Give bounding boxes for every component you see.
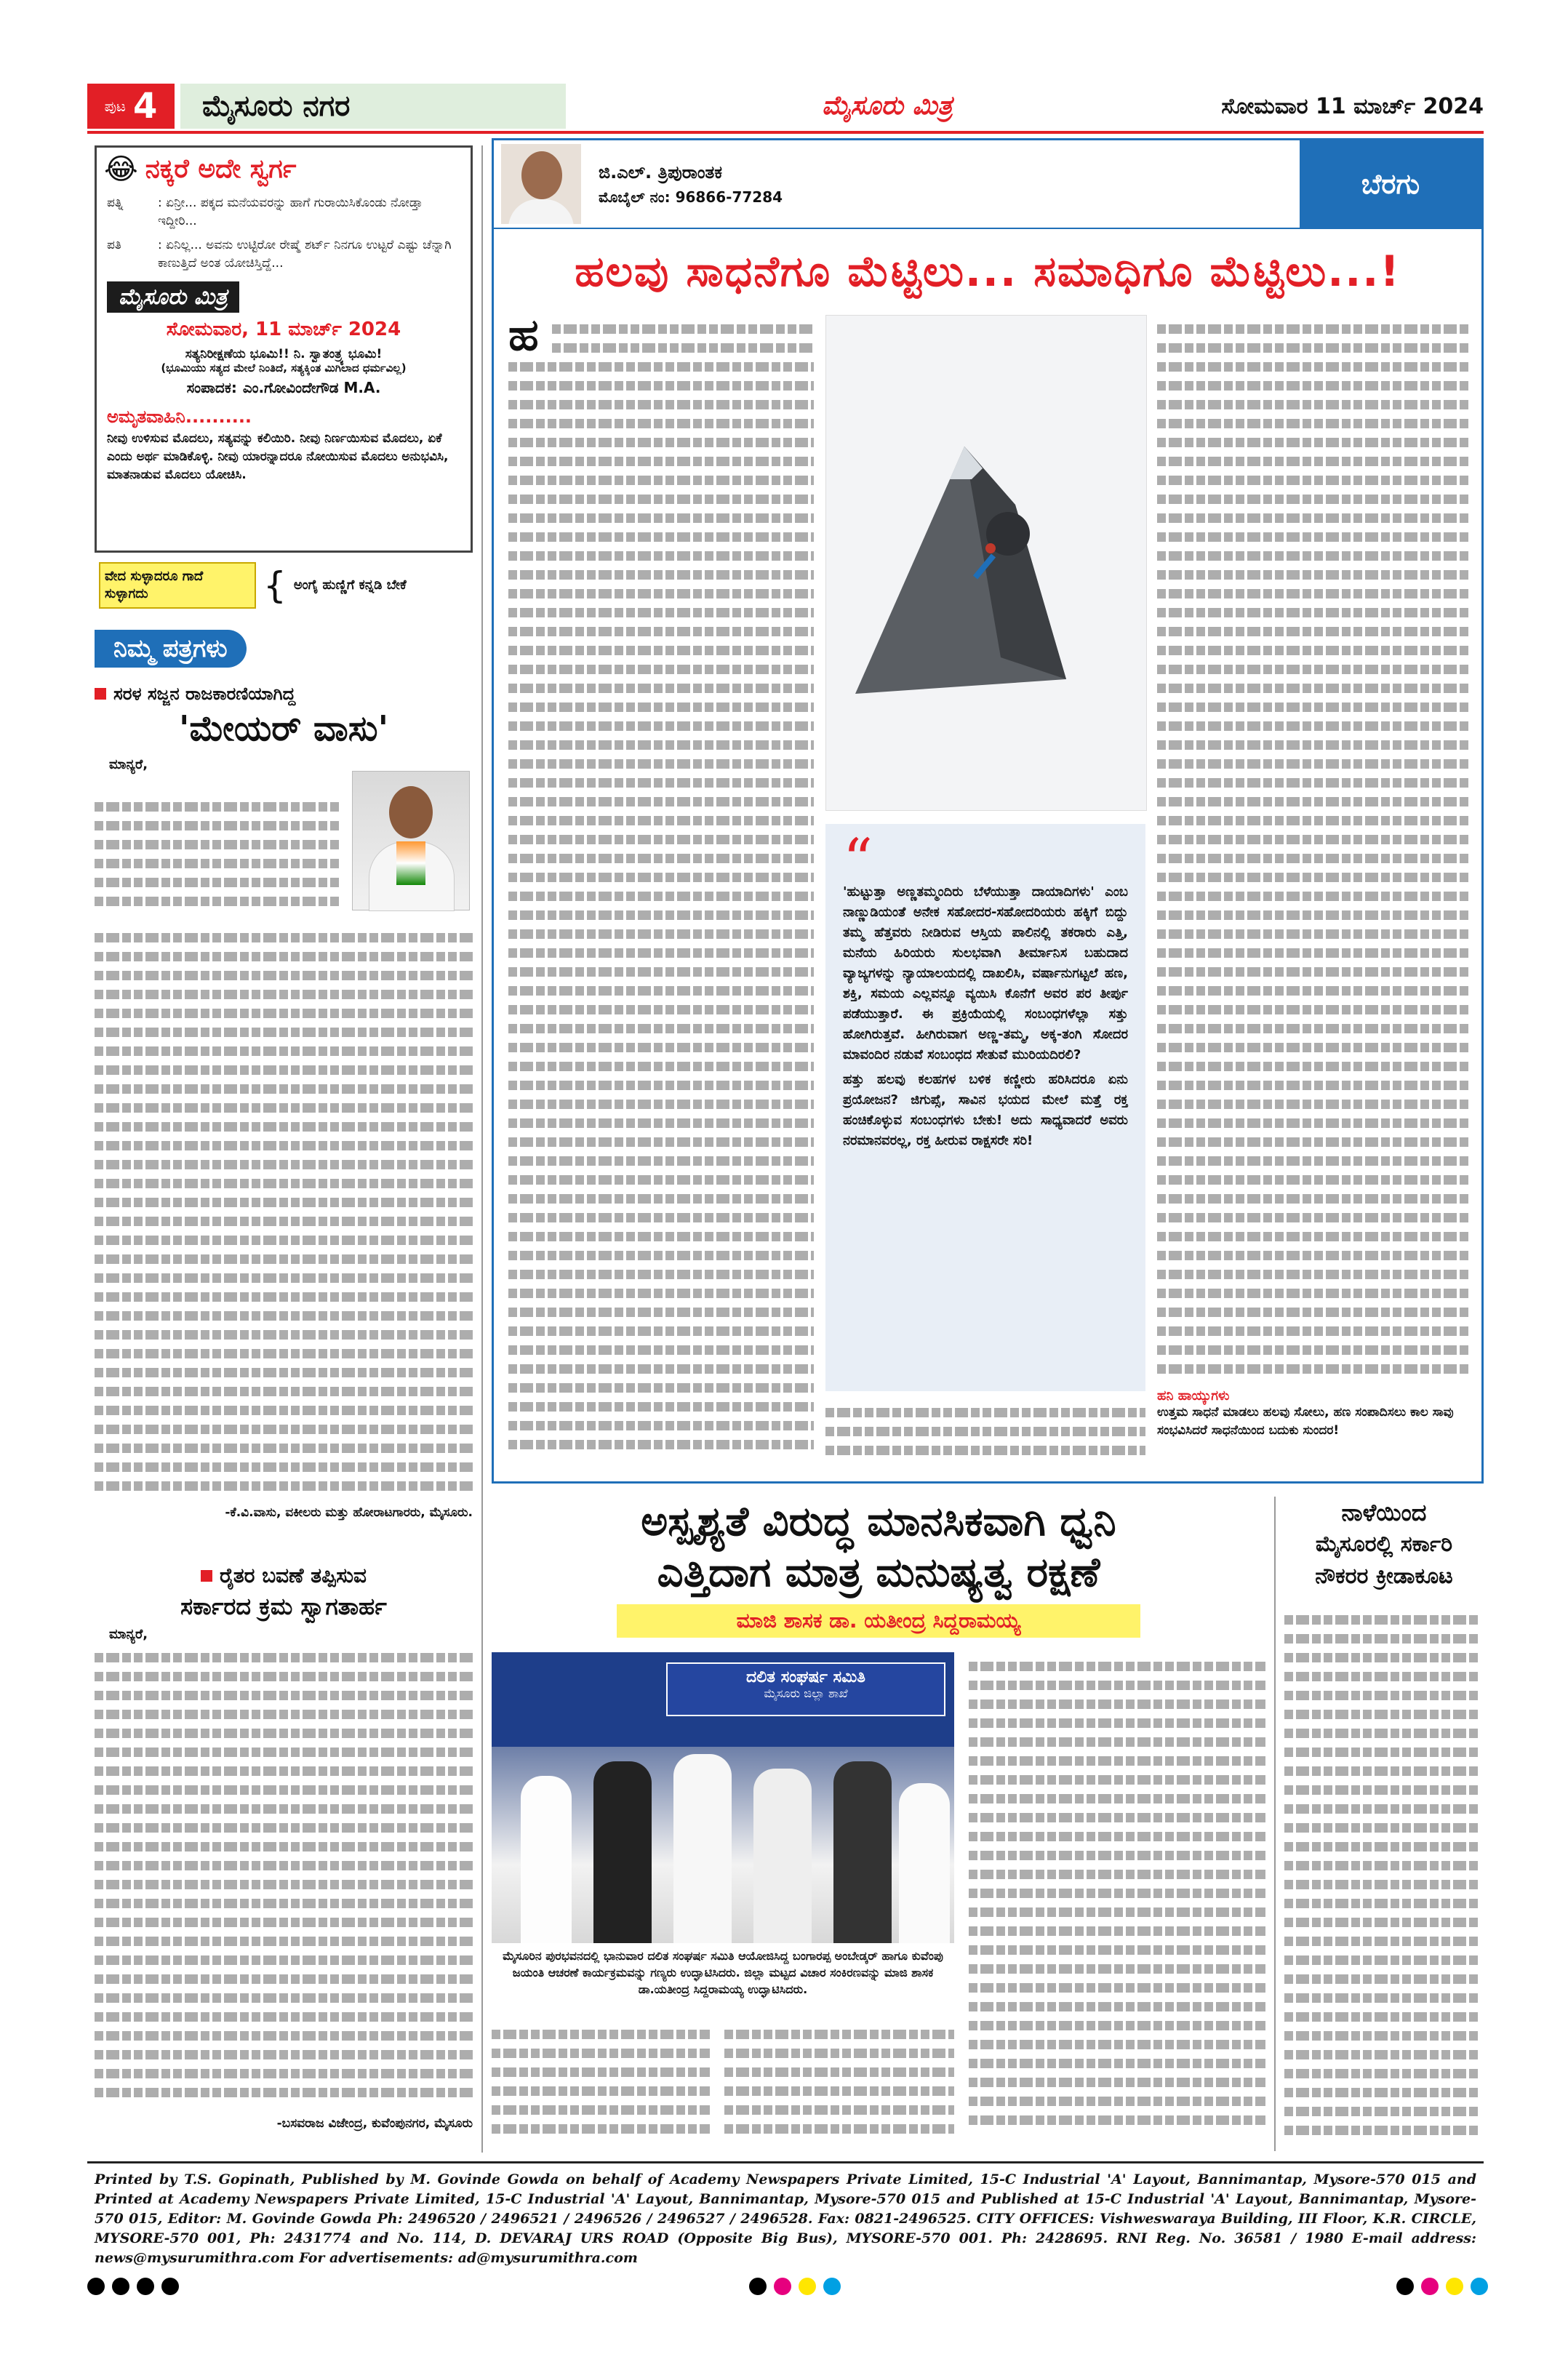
column-text-2b xyxy=(825,1398,1145,1464)
photo-person xyxy=(899,1783,950,1943)
photo-banner xyxy=(666,1662,945,1716)
story3-headline-l2: ಮೈಸೂರಲ್ಲಿ ಸರ್ಕಾರಿ xyxy=(1315,1532,1453,1557)
proverb-right: ಅಂಗೈ ಹುಣ್ಣಿಗೆ ಕನ್ನಡಿ ಬೇಕೆ xyxy=(293,577,407,593)
story2-text-bottom-a xyxy=(492,2020,710,2144)
event-photo xyxy=(492,1652,954,1943)
black-dot-icon xyxy=(1396,2278,1414,2295)
closing-text: ಉತ್ತಮ ಸಾಧನೆ ಮಾಡಲು ಹಲವು ಸೋಲು, ಹಣ ಸಂಪಾದಿಸಲು ಕಾಲ ಸಾವು ಸಂಭವಿಸಿದರೆ ಸಾಧನೆಯಿಂದ ಬದುಕು ಸುಂದರ! xyxy=(1157,1405,1454,1438)
black-dot-icon xyxy=(749,2278,767,2295)
black-dot-icon xyxy=(161,2278,179,2295)
letter-1-kicker: ಸರಳ ಸಜ್ಜನ ರಾಜಕಾರಣಿಯಾಗಿದ್ದ xyxy=(113,684,296,704)
story3-text xyxy=(1284,1606,1481,2144)
story3 xyxy=(1274,1497,1484,2151)
paper-name: ಮೈಸೂರು ಮಿತ್ರ xyxy=(822,91,953,121)
black-dot-icon xyxy=(87,2278,105,2295)
author-mobile: ಮೊಬೈಲ್ ನಂ: 96866-77284 xyxy=(599,188,783,206)
pull-quote-tail: ಹತ್ತು ಹಲವು ಕಲಹಗಳ ಬಳಿಕ ಕಣ್ಣೀರು ಹರಿಸಿದರೂ ಏನು ಪ್ರಯೋಜನ? ಜಿಗುಪ್ಸೆ, ಸಾವಿನ ಭಯದ ಮೇಲೆ ಮತ್ತೆ ರಕ್ತ ಹಂಚಿಕೊಳ್ಳುವ ಸಂಬಂಧಗಳು ಬೇಕು! ಅದು ಸಾಧ್ಯವಾದರೆ ಅವರು ನರಮಾನವರಲ್ಲ, ರಕ್ತ ಹೀರುವ ರಾಕ್ಷಸರೇ ಸರಿ! xyxy=(843,1072,1128,1148)
letter-1-photo xyxy=(352,771,470,910)
story2 xyxy=(492,1497,1265,2151)
section-name: ಮೈಸೂರು ನಗರ xyxy=(202,89,351,123)
letters-header xyxy=(95,630,473,676)
black-dot-icon xyxy=(137,2278,154,2295)
story3-headline-l3: ನೌಕರರ ಕ್ರೀಡಾಕೂಟ xyxy=(1315,1564,1453,1589)
brace-icon: { xyxy=(263,564,287,606)
yellow-dot-icon xyxy=(1446,2278,1463,2295)
humor-header xyxy=(97,148,471,191)
bullet-icon xyxy=(201,1570,212,1582)
author-name: ಜಿ.ಎಲ್. ತ್ರಿಪುರಾಂತಕ xyxy=(599,162,723,183)
page-number: 4 xyxy=(132,86,158,127)
editor-label: ಸಂಪಾದಕ: xyxy=(186,379,237,396)
column-headline: ಹಲವು ಸಾಧನೆಗೂ ಮೆಟ್ಟಿಲು... ಸಮಾಧಿಗೂ ಮೆಟ್ಟಿಲು...! xyxy=(575,247,1401,296)
humor-title: ನಕ್ಕರೆ ಅದೇ ಸ್ವರ್ಗ xyxy=(145,154,297,184)
letter-1-body-full xyxy=(95,924,473,1505)
story2-byline: ಮಾಜಿ ಶಾಸಕ ಡಾ. ಯತೀಂದ್ರ ಸಿದ್ದರಾಮಯ್ಯ xyxy=(617,1604,1140,1638)
pull-quote-text: 'ಹುಟ್ಟುತ್ತಾ ಅಣ್ಣತಮ್ಮಂದಿರು ಬೆಳೆಯುತ್ತಾ ದಾಯಾದಿಗಳು' ಎಂಬ ನಾಣ್ಣುಡಿಯಂತೆ ಅನೇಕ ಸಹೋದರ-ಸಹೋದರಿಯರು ಹಕ್ಕಿಗೆ ಬಿದ್ದು ತಮ್ಮ ಹೆತ್ತವರು ನೀಡಿರುವ ಆಸ್ತಿಯ ಪಾಲಿನಲ್ಲಿ ತಕರಾರು ಎತ್ತಿ, ಮನೆಯ ಹಿರಿಯರು ಸುಲಭವಾಗಿ ತೀರ್ಮಾನಿಸ ಬಹುದಾದ ವ್ಯಾಜ್ಯಗಳನ್ನು ನ್ಯಾಯಾಲಯದಲ್ಲಿ ದಾಖಲಿಸಿ, ವರ್ಷಾನುಗಟ್ಟಲೆ ಹಣ, ಶಕ್ತಿ, ಸಮಯ ಎಲ್ಲವನ್ನೂ ವ್ಯಯಿಸಿ ಕೊನೆಗೆ ಅವರ ಪರ ತೀರ್ಪು ಪಡೆಯುತ್ತಾರೆ. ಈ ಪ್ರಕ್ರಿಯೆಯಲ್ಲಿ ಸಂಬಂಧಗಳೆಲ್ಲಾ ಸತ್ತು ಹೋಗಿರುತ್ತವೆ. ಹೀಗಿರುವಾಗ ಅಣ್ಣ-ತಮ್ಮ, ಅಕ್ಕ-ತಂಗಿ ಸೋದರ ಮಾವಂದಿರ ನಡುವೆ ಸಂಬಂಧದ ಸೇತುವೆ ಮುರಿಯದಿರಲಿ? xyxy=(843,884,1128,1062)
registration-marks-right xyxy=(1396,2278,1488,2295)
column-text-1 xyxy=(508,315,814,1464)
amrutha-text: ನೀವು ಉಳಿಸುವ ಮೊದಲು, ಸತ್ಯವನ್ನು ಕಲಿಯಿರಿ. ನೀವು ನಿರ್ಣಯಿಸುವ ಮೊದಲು, ಏಕೆ ಎಂದು ಅರ್ಥ ಮಾಡಿಕೊಳ್ಳಿ. ನೀವು ಯಾರನ್ನಾದರೂ ನೋಯಿಸುವ ಮೊದಲು ಅನುಭವಿಸಿ, ಮಾತನಾಡುವ ಮೊದಲು ಯೋಚಿಸಿ. xyxy=(107,431,449,482)
letter-1-sign: -ಕೆ.ವಿ.ವಾಸು, ವಕೀಲರು ಮತ್ತು ಹೋರಾಟಗಾರರು, ಮೈಸೂರು. xyxy=(225,1505,473,1520)
photo-person xyxy=(833,1761,892,1943)
footer-imprint: Printed by T.S. Gopinath, Published by M. Govinde Gowda on behalf of Academy Newspapers Private Limited, 15-C Industrial 'A' Layout, Bannimantap, Mysore-570 015 and Printed at Academy Newspapers Private Limited, 15-C Industrial 'A' Layout, Bannimantap, Mysore-570 015 and Published at 15-C Industrial 'A' Layout, Bannimantap, Mysore-570 015, Editor: M. Govinde Gowda Ph: 2496520 / 2496521 / 2496526 / 2496527 / 2496528. Fax: 0821-2496525. CITY OFFICES: Vishweswaraya Building, III Floor, K.R. CIRCLE, MYSORE-570 001, Ph: 2431774 and No. 114, D. DEVARAJ URS ROAD (Opposite Big Bus), MYSORE-570 001. Ph: 2428695. RNI Reg. No. 36581 / 1980 E-mail address: news@mysurumithra.com For advertisements: ad@mysurumithra.com xyxy=(95,2171,1476,2266)
cyan-dot-icon xyxy=(1471,2278,1488,2295)
banner-text: ದಲಿತ ಸಂಘರ್ಷ ಸಮಿತಿ xyxy=(746,1668,865,1686)
author-head xyxy=(521,151,562,199)
cyan-dot-icon xyxy=(823,2278,841,2295)
letter-1 xyxy=(95,684,473,1542)
author-photo xyxy=(501,144,581,224)
masthead-date: ಸೋಮವಾರ 11 ಮಾರ್ಚ್ 2024 xyxy=(1221,93,1484,119)
person-head-dot xyxy=(985,543,996,553)
humor-q1 xyxy=(97,191,471,233)
page-label-box xyxy=(87,84,175,129)
letters-header-text: ನಿಮ್ಮ ಪತ್ರಗಳು xyxy=(113,634,228,663)
humor-q2-text: : ಏನಿಲ್ಲ... ಅವನು ಉಟ್ಟಿರೋ ರೇಷ್ಮೆ ಶರ್ಟ್ ನಿನಗೂ ಉಟ್ಟರೆ ಎಷ್ಟು ಚೆನ್ನಾಗಿ ಕಾಣುತ್ತಿದೆ ಅಂತ ಯೋಚಿಸ್ತಿದ್ದೆ... xyxy=(158,238,452,271)
page-label: ಪುಟ xyxy=(104,97,126,115)
letter-2-title: ಸರ್ಕಾರದ ಕ್ರಮ ಸ್ವಾಗತಾರ್ಹ xyxy=(180,1593,387,1620)
proverb-box xyxy=(95,560,473,611)
photo-person xyxy=(521,1776,572,1943)
proverb-left: ವೇದ ಸುಳ್ಳಾದರೂ ಗಾದೆ ಸುಳ್ಳಾಗದು xyxy=(99,562,256,609)
closing-label: ಹನಿ ಹಾಯ್ಕುಗಳು xyxy=(1157,1388,1230,1404)
story2-text-right xyxy=(969,1652,1265,2139)
story3-headline-l1: ನಾಳೆಯಿಂದ xyxy=(1341,1499,1427,1526)
masthead xyxy=(87,81,1484,131)
column-tag: ಬೆರಗು xyxy=(1300,140,1481,228)
letter-1-title: 'ಮೇಯರ್ ವಾಸು' xyxy=(178,708,389,749)
humor-q2-label: ಪತಿ xyxy=(107,238,121,252)
letter-1-body xyxy=(95,793,342,924)
letter-2-sign: -ಬಸವರಾಜ ವಿಜೇಂದ್ರ, ಕುವೆಂಪುನಗರ, ಮೈಸೂರು xyxy=(276,2116,473,2131)
author-body xyxy=(508,199,574,224)
humor-q1-label: ಪತ್ನಿ xyxy=(107,196,124,210)
footer-rule xyxy=(87,2161,1484,2163)
section-title xyxy=(180,84,566,129)
photo-person xyxy=(673,1754,732,1943)
humor-q1-text: : ಏನ್ರೀ... ಪಕ್ಕದ ಮನೆಯವರನ್ನು ಹಾಗೆ ಗುರಾಯಿಸಿಕೊಂಡು ನೋಡ್ತಾ ಇದ್ದೀರಿ... xyxy=(158,196,423,228)
letter-1-salute: ಮಾನ್ಯರೆ, xyxy=(109,757,148,772)
letter-2 xyxy=(95,1564,473,2145)
story2-headline-l2: ಎತ್ತಿದಾಗ ಮಾತ್ರ ಮನುಷ್ಯತ್ವ ರಕ್ಷಣೆ xyxy=(657,1549,1100,1596)
humor-q2 xyxy=(97,233,471,276)
author-strip xyxy=(494,140,1481,229)
humor-motto2: (ಭೂಮಿಯು ಸತ್ಯದ ಮೇಲೆ ನಿಂತಿದೆ, ಸತ್ಯಕ್ಕಿಂತ ಮಿಗಿಲಾದ ಧರ್ಮವಿಲ್ಲ) xyxy=(161,361,407,375)
column-box xyxy=(492,138,1484,1484)
magenta-dot-icon xyxy=(1421,2278,1439,2295)
story2-headline-l1: ಅಸ್ಪೃಶ್ಯತೆ ವಿರುದ್ಧ ಮಾನಸಿಕವಾಗಿ ಧ್ವನಿ xyxy=(641,1498,1116,1545)
person-head xyxy=(389,786,433,838)
humor-editor xyxy=(97,379,471,396)
closing-note xyxy=(1157,1388,1470,1440)
yellow-dot-icon xyxy=(799,2278,816,2295)
person-scarf xyxy=(396,841,425,885)
col-separator xyxy=(481,145,483,2153)
quote-icon: “ xyxy=(843,826,873,894)
sisyphus-illustration xyxy=(825,315,1147,811)
banner-sub: ಮೈಸೂರು ಜಿಲ್ಲಾ ಶಾಖೆ xyxy=(764,1686,848,1700)
drop-cap: ಹ xyxy=(508,315,539,361)
letter-2-kicker: ರೈತರ ಬವಣೆ ತಪ್ಪಿಸುವ xyxy=(219,1564,367,1588)
pull-quote-box xyxy=(825,824,1145,1391)
letter-2-kicker-row xyxy=(95,1564,473,1588)
bullet-icon xyxy=(95,688,106,700)
story2-text-bottom-b xyxy=(724,2020,954,2144)
black-dot-icon xyxy=(112,2278,129,2295)
author-info xyxy=(599,162,783,206)
amrutha-title: ಅಮೃತವಾಹಿನಿ.......... xyxy=(107,407,252,427)
letter-2-salute: ಮಾನ್ಯರೆ, xyxy=(109,1627,148,1642)
letters-header-badge xyxy=(95,630,247,668)
letter-1-kicker-row xyxy=(95,684,473,704)
humor-date: ಸೋಮವಾರ, 11 ಮಾರ್ಚ್ 2024 xyxy=(166,319,401,340)
humor-box xyxy=(95,145,473,553)
registration-marks-left xyxy=(87,2278,179,2295)
editor-name: ಎಂ.ಗೋವಿಂದೇಗೌಡ M.A. xyxy=(242,379,381,396)
letter-2-body xyxy=(95,1644,473,2109)
photo-caption: ಮೈಸೂರಿನ ಪುರಭವನದಲ್ಲಿ ಭಾನುವಾರ ದಲಿತ ಸಂಘರ್ಷ ಸಮಿತಿ ಆಯೋಜಿಸಿದ್ದ ಬಂಗಾರಪ್ಪ ಅಂಬೇಡ್ಕರ್ ಹಾಗೂ ಕುವೆಂಪು ಜಯಂತಿ ಆಚರಣೆ ಕಾರ್ಯಕ್ರಮವನ್ನು ಗಣ್ಯರು ಉದ್ಘಾಟಿಸಿದರು. ಜಿಲ್ಲಾ ಮಟ್ಟದ ವಿಚಾರ ಸಂಕಿರಣವನ್ನು ಮಾಜಿ ಶಾಸಕ ಡಾ.ಯತೀಂದ್ರ ಸಿದ್ದರಾಮಯ್ಯ ಉದ್ಘಾಟಿಸಿದರು. xyxy=(503,1949,943,1996)
magenta-dot-icon xyxy=(774,2278,791,2295)
humor-motto: ಸತ್ಯನಿರೀಕ್ಷಣೆಯ ಭೂಮಿ!! ನಿ. ಸ್ವಾತಂತ್ರ್ಯ ಭೂಮಿ! xyxy=(185,347,383,361)
photo-person xyxy=(593,1761,652,1943)
registration-marks-center xyxy=(749,2278,841,2295)
mountain-svg xyxy=(826,316,1146,810)
laugh-icon: 😂 xyxy=(104,153,138,186)
photo-person xyxy=(753,1769,812,1943)
column-text-3 xyxy=(1157,315,1470,1377)
humor-brand: ಮೈಸೂರು ಮಿತ್ರ xyxy=(107,281,239,313)
masthead-rule xyxy=(87,131,1484,134)
